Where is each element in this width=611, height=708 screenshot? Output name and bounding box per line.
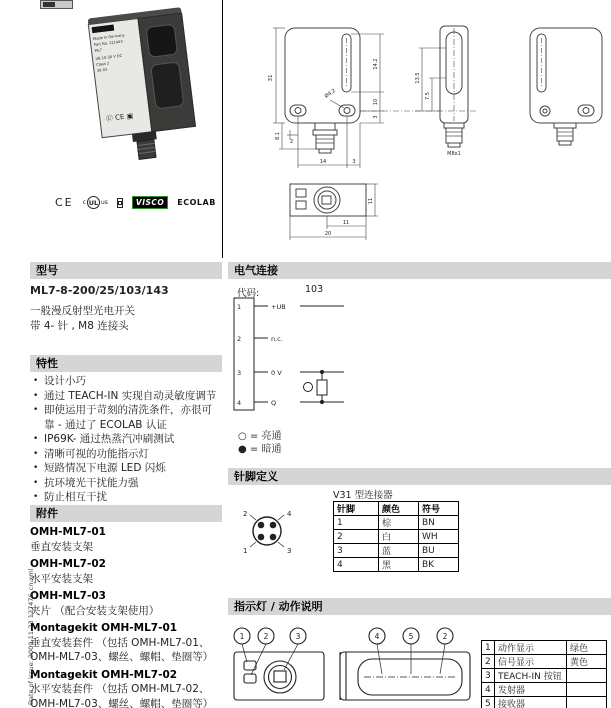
indicator-table-row: 5 接收器 bbox=[482, 697, 607, 708]
feature-item: • 短路情况下电源 LED 闪烁 bbox=[30, 461, 222, 476]
callout-1: 1 bbox=[239, 632, 245, 641]
sensor-label-line: Made in Germany bbox=[92, 33, 126, 42]
indicator-table-row: 1 动作显示 绿色 bbox=[482, 641, 607, 655]
feature-item: • 即使运用于苛刻的清洗条件，亦很可靠 - 通过了 ECOLAB 认证 bbox=[30, 403, 222, 432]
wire-label-q: Q bbox=[271, 399, 277, 407]
dim-10: 10 bbox=[373, 98, 379, 106]
ul-c-text: c bbox=[82, 199, 86, 206]
sensor-label-line: ML7 bbox=[94, 48, 103, 54]
callout-3: 3 bbox=[295, 632, 301, 641]
callout-4: 4 bbox=[374, 632, 380, 641]
wire-pin-2: 2 bbox=[237, 335, 242, 343]
pin-table-row: 1 棕 BN bbox=[334, 516, 459, 530]
sensor-label-brand: VISOLUX bbox=[92, 25, 111, 34]
light-on-icon: ○ bbox=[238, 431, 247, 442]
lamp-symbol-icon bbox=[304, 383, 313, 392]
wire-label-ub: +UB bbox=[271, 303, 286, 311]
accessory-name: OMH-ML7-01 bbox=[30, 526, 106, 538]
wire-pin-1: 1 bbox=[237, 303, 242, 311]
code-col-header: 符号 bbox=[419, 502, 459, 516]
model-desc-1: 一般漫反射型光电开关 bbox=[30, 305, 135, 317]
accessory-desc: 水平安装套件 （包括 OMH-ML7-02、OMH-ML7-03、螺丝、螺帽、垫圈等） bbox=[30, 683, 214, 708]
ce-mark-icon: CE bbox=[55, 196, 74, 209]
ecolab-logo: ECOLAB bbox=[177, 198, 216, 207]
sensor-label-line: Part No. 121443 bbox=[93, 39, 123, 48]
indicator-top-view bbox=[340, 628, 470, 700]
feature-item: • 通过 TEACH-IN 实现自动灵敏度调节 bbox=[30, 389, 222, 404]
accessory-name: OMH-ML7-02 bbox=[30, 558, 106, 570]
section-header-accessories: 附件 bbox=[30, 505, 222, 522]
dim-3: 3 bbox=[373, 115, 379, 119]
indicator-drawings bbox=[232, 620, 478, 708]
section-header-electrical: 电气连接 bbox=[228, 262, 611, 279]
accessory-desc: 垂直安装套件 （包括 OMH-ML7-01、OMH-ML7-03、螺丝、螺帽、垫圈等） bbox=[30, 636, 214, 663]
section-header-model: 型号 bbox=[30, 262, 222, 279]
date-of-issue-note: Date of issue: 2009-11-23 127476_cn.xml bbox=[27, 568, 35, 705]
pin-col-header: 针脚 bbox=[334, 502, 379, 516]
feature-list bbox=[30, 374, 222, 505]
accessory-name: OMH-ML7-03 bbox=[30, 590, 106, 602]
dim-11h: 11 bbox=[368, 197, 374, 205]
indicator-front-view bbox=[234, 628, 324, 700]
wiring-diagram bbox=[232, 296, 382, 418]
dim-14-2: 14.2 bbox=[373, 58, 379, 70]
wire-label-0v: 0 V bbox=[271, 369, 282, 377]
dark-on-icon: ● bbox=[238, 444, 247, 455]
pin-table bbox=[333, 501, 459, 572]
accessory-list bbox=[30, 522, 222, 708]
wire-pin-3: 3 bbox=[237, 369, 242, 377]
section-header-indicators: 指示灯 / 动作说明 bbox=[228, 598, 611, 615]
code-value: 103 bbox=[305, 284, 324, 295]
feature-item: • IP69K- 通过热蒸汽冲刷测试 bbox=[30, 432, 222, 447]
feature-item: • 抗环境光干扰能力强 bbox=[30, 476, 222, 491]
indicator-table-row: 3 TEACH-IN 按钮 bbox=[482, 669, 607, 683]
connector-pin-4: 4 bbox=[287, 510, 292, 518]
section-header-pin-definition: 针脚定义 bbox=[228, 468, 611, 485]
pin-table-row: 3 蓝 BU bbox=[334, 544, 459, 558]
protection-class-ii-icon bbox=[117, 198, 123, 208]
cul-us-mark-icon bbox=[83, 196, 108, 209]
code-label: 代码: bbox=[237, 288, 260, 299]
dim-m8x1: M8x1 bbox=[447, 151, 461, 157]
sensor-label-ul-ce-marks: Ⓤ CE ▣ bbox=[105, 111, 134, 124]
header-partial-logo-mark bbox=[43, 2, 55, 7]
indicator-table-row: 4 发射器 bbox=[482, 683, 607, 697]
callout-5: 5 bbox=[408, 632, 414, 641]
dim-14: 14 bbox=[319, 159, 327, 165]
legend-dark-on: ● = 暗通 bbox=[238, 444, 282, 455]
dim-7-5: 7.5 bbox=[425, 92, 431, 100]
pin-table-row: 2 白 WH bbox=[334, 530, 459, 544]
model-desc-2: 带 4- 针 , M8 连接头 bbox=[30, 320, 129, 332]
ul-us-text: us bbox=[100, 199, 108, 206]
feature-item: • 防止相互干扰 bbox=[30, 490, 222, 505]
legend-light-on: ○ = 亮通 bbox=[238, 431, 282, 442]
sensor-label-line: UB 10-30 V DC bbox=[95, 53, 123, 61]
dim-13-5: 13.5 bbox=[415, 72, 421, 84]
dim-20: 20 bbox=[324, 231, 332, 237]
side-view-drawing bbox=[415, 26, 468, 157]
connector-pin-2: 2 bbox=[243, 510, 248, 518]
feature-item: • 清晰可视的功能指示灯 bbox=[30, 447, 222, 462]
dim-3b: 3 bbox=[352, 159, 356, 165]
ul-circle-text: UL bbox=[87, 196, 100, 209]
accessory-desc: 水平安装支架 bbox=[30, 572, 93, 585]
accessory-desc: 夹片 （配合安装支架使用） bbox=[30, 604, 160, 617]
indicator-table bbox=[481, 640, 607, 708]
dim-2: 2 bbox=[290, 139, 294, 145]
callout-2: 2 bbox=[263, 632, 269, 641]
visco-logo: VISCO bbox=[132, 196, 168, 209]
dim-8-1: 8.1 bbox=[275, 132, 281, 140]
pin-table-row: 4 黑 BK bbox=[334, 558, 459, 572]
dim-31: 31 bbox=[268, 74, 274, 82]
model-number: ML7-8-200/25/103/143 bbox=[30, 284, 169, 297]
callout-2b: 2 bbox=[442, 632, 448, 641]
indicator-table-row: 2 信号显示 黄色 bbox=[482, 655, 607, 669]
color-col-header: 颜色 bbox=[379, 502, 419, 516]
dim-hole: Ø4.2 bbox=[323, 87, 337, 100]
pin-table-header-row bbox=[334, 502, 459, 516]
connector-pin-3: 3 bbox=[287, 547, 292, 555]
connector-pin-1: 1 bbox=[243, 547, 248, 555]
section-header-features: 特性 bbox=[30, 355, 222, 372]
bottom-view-drawing bbox=[290, 184, 378, 240]
header-partial-logo bbox=[40, 0, 73, 9]
wire-pin-4: 4 bbox=[237, 399, 242, 407]
connector-face-diagram bbox=[238, 504, 300, 558]
wire-label-nc: n.c. bbox=[271, 335, 283, 343]
connector-type-title: V31 型连接器 bbox=[333, 490, 393, 501]
dim-11w: 11 bbox=[342, 220, 350, 226]
product-photo bbox=[76, 4, 216, 166]
sensor-lens-window bbox=[146, 24, 177, 57]
rear-view-drawing bbox=[530, 28, 602, 145]
sensor-label-line: Class 2 bbox=[96, 61, 110, 67]
accessory-name: Montagekit OMH-ML7-01 bbox=[30, 622, 178, 634]
column-divider bbox=[222, 0, 223, 258]
product-photo-drawing bbox=[76, 4, 216, 166]
dimension-drawings bbox=[230, 18, 608, 248]
certification-row bbox=[55, 196, 215, 209]
accessory-name: Montagekit OMH-ML7-02 bbox=[30, 668, 178, 681]
sensor-receiver-window bbox=[151, 62, 184, 109]
feature-item: • 设计小巧 bbox=[30, 374, 222, 389]
sensor-label-line: 38 03 bbox=[96, 67, 108, 73]
accessory-desc: 垂直安装支架 bbox=[30, 540, 93, 553]
